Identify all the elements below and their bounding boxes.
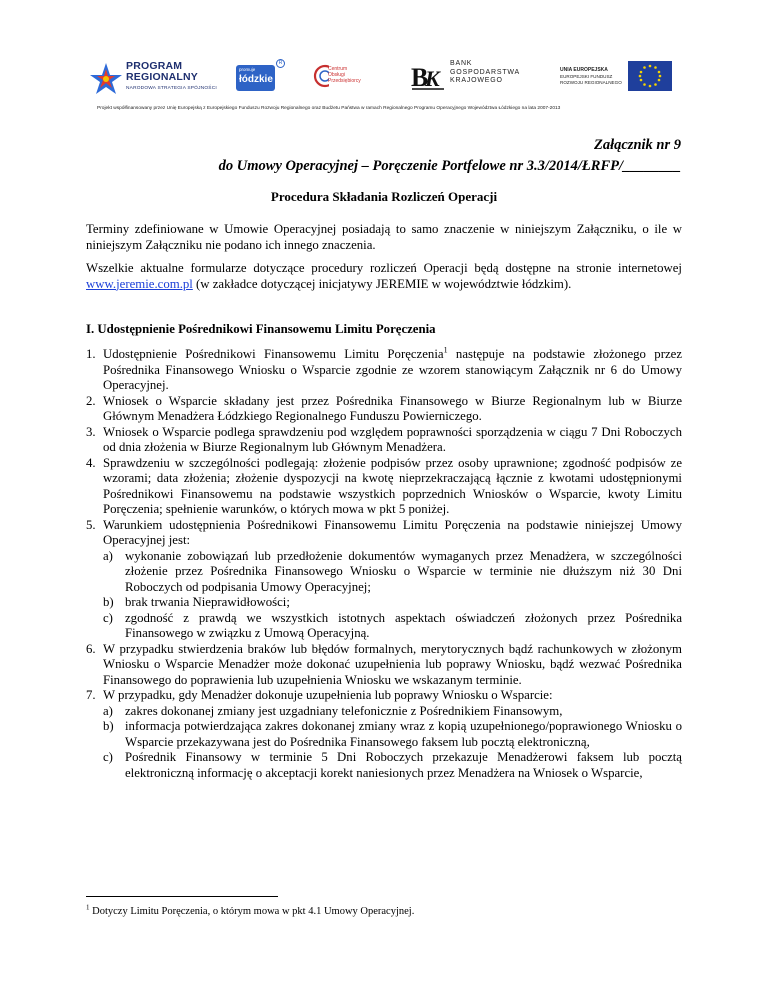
list-item: 4. Sprawdzeniu w szczególności podlegają: złożenie podpisów przez osoby uprawnione; zgodność podpisów ze wzorami; data złożenia; złożenie dyspozycji na kwotę nieprzekraczającą łącznie z kwotami udostępnionymi Pośrednikowi Finansowemu na podstawie wszystkich poprzednich Wniosków o Wsparcie, kwoty Limitu Poręczenia; spełnienie warunków, o których mowa w pkt 5 poniżej. — [86, 455, 682, 516]
jeremie-link[interactable]: www.jeremie.com.pl — [86, 276, 193, 291]
centrum-mark-icon — [313, 63, 329, 89]
sub-list-item: b) informacja potwierdzająca zakres dokonanej zmiany wraz z kopią uzupełnionego/poprawionego Wniosku o Wsparcie przekazywana jest do Pośrednika Finansowego faksem lub pocztą elektroniczną, — [103, 719, 682, 749]
lodzkie-logo: promuje łódzkie R — [236, 55, 282, 101]
intro-paragraph-2: Wszelkie aktualne formularze dotyczące procedury rozliczeń Operacji będą dostępne na stronie internetowej www.jeremie.com.pl (w zakładce dotyczącej inicjatywy JEREMIE w województwie łódzkim). — [86, 261, 682, 291]
page-title: Procedura Składania Rozliczeń Operacji — [270, 189, 498, 204]
centrum-obslugi-logo: Centrum Obsługi Przedsiębiorcy — [313, 55, 373, 101]
list-item: 5. Warunkiem udostępnienia Pośrednikowi Finansowemu Limitu Poręczenia na podstawie niniejszej Umowy Operacyjnej jest: a) wykonanie zobowiązań lub przedłożenie dokumentów wymaganych przez Menadżera, w szczególności złożenie przez Pośrednika Finansowego Wniosku o Wsparcie w terminie nie dłuższym niż 30 Dni Roboczych od podpisania Umowy Operacyjnej; b) brak trwania Nieprawidłowości; c) zgodność z prawdą we wszystkich istotnych aspektach oświadczeń złożonych przez Pośrednika Finansowego w związku z Umową Operacyjną. — [86, 517, 682, 640]
eu-logo: UNIA EUROPEJSKA EUROPEJSKI FUNDUSZ ROZWOJU REGIONALNEGO — [560, 55, 688, 101]
list-item: 2. Wniosek o Wsparcie składany jest przez Pośrednika Finansowego w Biurze Regionalnym lub w Biurze Głównym Menadżera Łódzkiego Regionalnego Funduszu Powierniczego. — [86, 393, 682, 423]
sub-list-item: a) wykonanie zobowiązań lub przedłożenie dokumentów wymaganych przez Menadżera, w szczególności złożenie przez Pośrednika Finansowego Wniosku o Wsparcie w terminie nie dłuższym niż 30 Dni Roboczych od podpisania Umowy Operacyjnej; — [103, 548, 682, 594]
logo-band — [88, 55, 688, 101]
sub-list-item: c) zgodność z prawdą we wszystkich istotnych aspektach oświadczeń złożonych przez Pośrednika Finansowego w związku z Umową Operacyjną. — [103, 610, 682, 640]
annex-number: Załącznik nr 9 — [593, 137, 681, 153]
eu-flag-icon — [628, 61, 672, 91]
bgk-logo: B K BANK GOSPODARSTWA KRAJOWEGO — [411, 60, 521, 92]
svg-text:B: B — [411, 63, 429, 92]
program-regionalny-logo — [88, 55, 238, 101]
sub-list-item: b) brak trwania Nieprawidłowości; — [103, 595, 290, 609]
sub-list-item: a) zakres dokonanej zmiany jest uzgadniany telefonicznie z Pośrednikiem Finansowym, — [103, 703, 563, 718]
sub-list — [103, 704, 682, 782]
list-item: 3. Wniosek o Wsparcie podlega sprawdzeniu pod względem poprawności sporządzenia w ciągu 7 Dni Roboczych od dnia złożenia w Biurze Regionalnym lub Głównym Menadżera. — [86, 424, 682, 454]
footnote-separator — [86, 896, 278, 897]
registered-icon: R — [276, 59, 285, 68]
funding-note: Projekt współfinansowany przez Unię Europejską z Europejskiego Funduszu Rozwoju Regionalnego oraz Budżetu Państwa w ramach Regionalnego Programu Operacyjnego Województwa Łódzkiego na lata 2007-2013 — [97, 106, 561, 111]
procedure-list — [86, 347, 682, 781]
annex-agreement: do Umowy Operacyjnej – Poręczenie Portfelowe nr 3.3/2014/ŁRFP/________ — [218, 158, 681, 174]
list-item: 1. Udostępnienie Pośrednikowi Finansowemu Limitu Poręczenia$^1$ następuje na podstawie złożonego przez Pośrednika Finansowego Wniosku o Wsparcie zgodnie ze wzorem stanowiącym Załącznik nr 6 do Umowy Operacyjnej. — [86, 345, 682, 392]
program-tagline: NARODOWA STRATEGIA SPÓJNOŚCI — [126, 86, 217, 91]
footnote-ref: 1 — [443, 345, 448, 355]
sub-list-item: c) Pośrednik Finansowy w terminie 5 Dni Roboczych przekazuje Menadżerowi faksem lub pocztą elektroniczną informację o akceptacji korekt naniesionych przez Menadżera na Wniosek o Wsparcie, — [103, 750, 682, 780]
list-item: 7. W przypadku, gdy Menadżer dokonuje uzupełnienia lub poprawy Wniosku o Wsparcie: a) zakres dokonanej zmiany jest uzgadniany telefonicznie z Pośrednikiem Finansowym, b) informacja potwierdzająca zakres dokonanej zmiany wraz z kopią uzupełnionego/poprawionego Wniosku o Wsparcie przekazywana jest do Pośrednika Finansowego faksem lub pocztą elektroniczną, c) Pośrednik Finansowy w terminie 5 Dni Roboczych przekazuje Menadżerowi faksem lub pocztą elektroniczną informację o akceptacji korekt naniesionych przez Menadżera na Wniosek o Wsparcie, — [86, 688, 682, 780]
section-heading: I. Udostępnienie Pośrednikowi Finansowemu Limitu Poręczenia — [86, 322, 436, 336]
intro-paragraph-1: Terminy zdefiniowane w Umowie Operacyjnej posiadają to samo znaczenie w niniejszym Załączniku, o ile w niniejszym Załączniku nie podano ich innego znaczenia. — [86, 222, 682, 252]
star-icon — [88, 61, 124, 97]
svg-text:K: K — [425, 66, 440, 91]
bgk-monogram-icon — [410, 61, 446, 93]
footnote: $^1$ Dotyczy Limitu Poręczenia, o którym mowa w pkt 4.1 Umowy Operacyjnej. — [86, 903, 415, 917]
program-title: PROGRAM REGIONALNY — [126, 60, 199, 83]
sub-list — [103, 549, 682, 642]
list-item: 6. W przypadku stwierdzenia braków lub błędów formalnych, merytorycznych bądź rachunkowych w złożonym Wniosku o Wsparcie Menadżer może dokonać uzupełnienia lub poprawy Wniosku, bądź wezwać Pośrednika Finansowego do poprawienia lub uzupełnienia Wniosku we wskazanym terminie. — [86, 641, 682, 687]
